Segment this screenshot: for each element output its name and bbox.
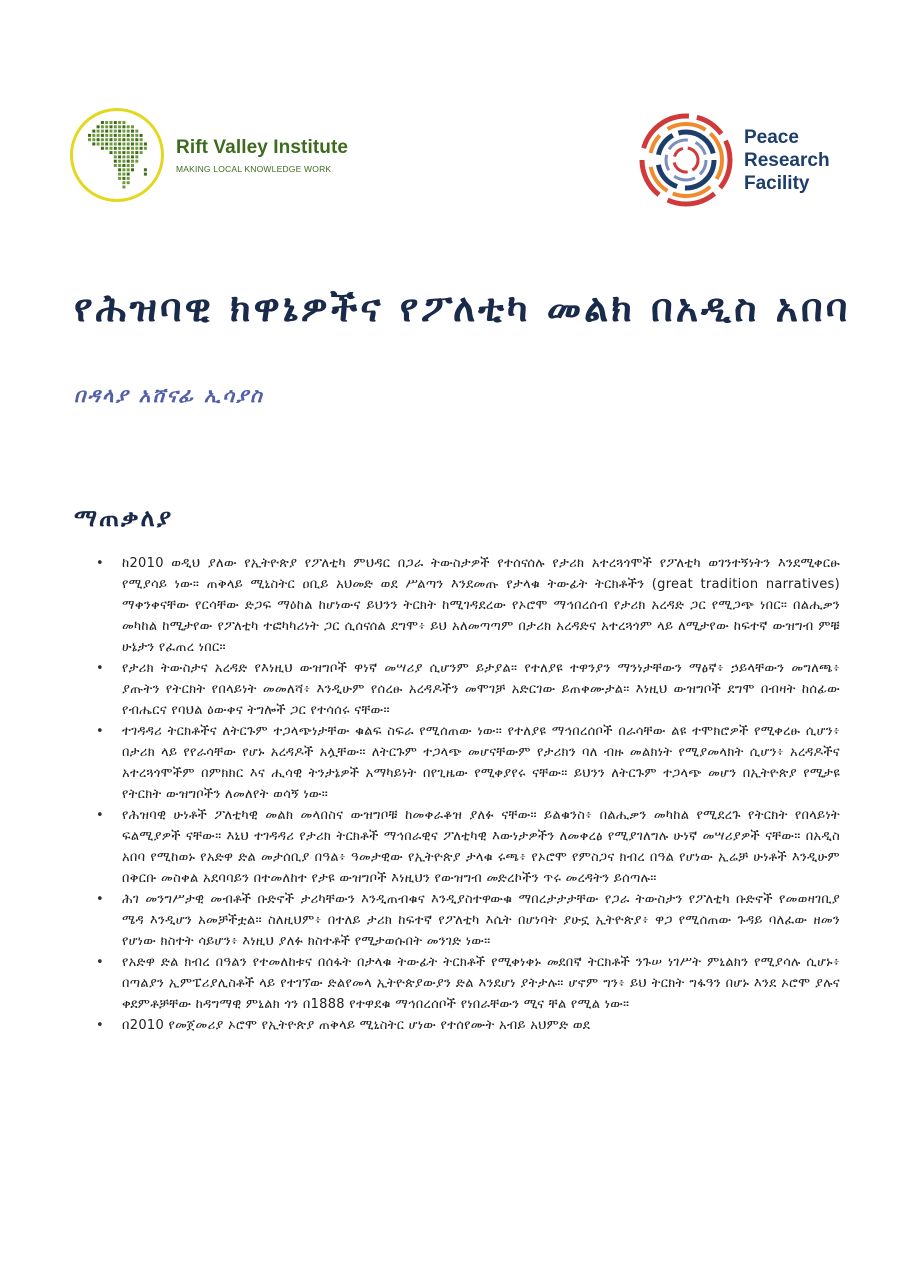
prf-rings-icon bbox=[638, 112, 734, 208]
document-author: በዳላያ አሸናፊ ኢሳያስ bbox=[74, 383, 264, 407]
summary-item bbox=[96, 805, 840, 889]
prf-line-3: Facility bbox=[744, 172, 810, 194]
summary-item-text: ተገዳዳሪ ትርክቶችና ለትርጉም ተጋላጭነታቸው ቁልፍ ስፍራ የሚሰጠው ነው። የተለያዩ ማኅበረሰቦች በራሳቸው ልዩ ተሞክሮዎች የሚቀረፁ ሲሆን፥ በታሪክ ላይ የየራሳቸው የሆኑ አረዳዶች አሏቸው። ለትርጉም ተጋላጭ መሆናቸውም የታሪክን ባለ ብዙ መልክነት የሚያመላክት ሲሆን፥ አረዳዶችና አተረጓጎሞችም በምክክር እና ሒሳዊ ትንታኔዎች አማካይነት በየጊዜው የሚቀያየሩ ናቸው። ይህንን ለትርጉም ተጋላጭ መሆን በኢትዮጵያ የሚታዩ የትርክት ውዝግቦችን ለመለየት ወሳኝ ነው። bbox=[122, 724, 840, 802]
summary-item bbox=[96, 553, 840, 658]
africa-map-icon bbox=[70, 108, 164, 202]
document-title: የሕዝባዊ ክዋኔዎችና የፖለቲካ መልክ በአዲስ አበባ bbox=[74, 286, 851, 330]
bullet-icon: • bbox=[96, 955, 104, 970]
bullet-icon: • bbox=[96, 661, 104, 676]
summary-item bbox=[96, 658, 840, 721]
summary-list bbox=[96, 553, 840, 1036]
summary-item-text: ሕገ መንግሥታዊ መብቶች ቡድኖች ታሪካቸውን እንዲጠብቁና እንዲያስተዋውቁ ማበረታታታቸው የጋራ ትውስታን የፖለቲካ ቡድኖች የመወዛገቢያ ሜዳ እንዲሆን አመቻችቷል። ስለዚህም፥ በተለይ ታሪክ ከፍተኛ የፖለቲካ እሴት በሆነባት ያሁኗ ኢትዮጵያ፥ ዋጋ የሚሰጠው ጉዳይ ባለፈው ዘመን የሆነው ክስተት ሳይሆን፥ እነዚህ ያለፉ ክስተቶች የሚታወሱበት መንገድ ነው። bbox=[122, 892, 840, 949]
summary-item bbox=[96, 952, 840, 1015]
bullet-icon: • bbox=[96, 892, 104, 907]
bullet-icon: • bbox=[96, 1018, 104, 1033]
bullet-icon: • bbox=[96, 724, 104, 739]
summary-item bbox=[96, 721, 840, 805]
summary-item-text: የአድዋ ድል ክብረ በዓልን የተመለከቱና በሰፋት በታላቁ ትውፊት ትርክቶች የሚቀነቀኑ መደበኛ ትርክቶች ንጉሠ ነገሥት ምኒልክን የሚያሳሉ ሲሆኑ፥ በጣልያን ኢምፔሪያሊስቶች ላይ የተገኘው ድልየመላ ኢትዮጵያውያን ድል እንደሆነ ያትታሉ። ሆኖም ግን፥ ይህ ትርክት ግፋዓን በሆኑ እንደ ኦሮሞ ያሉና ቀደምቶቻቸው ከዳግማዊ ምኒልክ ጎን በ1888 የተዋደቁ ማኅበረሰቦች የነበራቸውን ሚና ቸል የሚል ነው። bbox=[122, 955, 840, 1012]
prf-line-1: Peace bbox=[744, 126, 799, 148]
rvi-name: Rift Valley Institute bbox=[176, 136, 349, 158]
prf-line-2: Research bbox=[744, 149, 830, 171]
rvi-tagline: MAKING LOCAL KNOWLEDGE WORK bbox=[176, 163, 332, 174]
summary-item-text: በ2010 የመጀመሪያ ኦሮሞ የኢትዮጵያ ጠቅላይ ሚኒስትር ሆነው የተሰየሙት አብይ አህምድ ወደ bbox=[122, 1018, 591, 1033]
summary-item bbox=[96, 1015, 840, 1036]
summary-item-text: የሕዝባዊ ሁነቶች ፖለቲካዊ መልክ መላበስና ውዝግቦቹ ከመቀራቆዝ ያለፉ ናቸው። ይልቁንስ፥ በልሒቃን መካከል የሚደረጉ የትርክት የበላይነት ፍልሚያዎች ናቸው። እኒህ ተገዳዳሪ የታሪክ ትርክቶች ማኅበራዊና ፖለቲካዊ እውነታዎችን ለመቀረፅ የሚያገለግሉ ሁነኛ መሣሪያዎች ናቸው። በአዲስ አበባ የሚከወኑ የአድዋ ድል መታሰቢያ በዓል፥ ዓመታዊው የኢትዮጵያ ታላቁ ሩጫ፥ የኦሮሞ የምስጋና ክብረ በዓል የሆነው ኢሬቻ ሁነቶች እንዲሁም በቅርቡ መስቀል አደባባይን በተመለከተ የታዩ ውዝግቦች እነዚህን የውዝግብ መድረኮችን ጥሩ መረዳትን ይሰጣሉ። bbox=[122, 808, 840, 886]
summary-item-text: ከ2010 ወዲህ ያለው የኢትዮጵያ የፖለቲካ ምህዳር በጋራ ትውስታዎች የተሰናሰሉ የታሪክ አተረጓጎሞች የፖለቲካ ወገንተኝነትን እንደሚቀርፁ የሚያሳይ ነው። ጠቅላይ ሚኒስትር ዐቢይ አህመድ ወደ ሥልጣን እንደመጡ የታላቁ ትውፊት ትርክቶችን (great tradition narratives) ማቀንቀናቸው የርሳቸው ድጋፍ ማዕከል ከሆነውና ይህንን ትርክት ከሚገዳደረው የኦሮሞ ማኅበረሰብ የታሪክ አረዳድ ጋር የሚጋጭ ነበር። በልሒቃን መካከል ከሚታየው የፖለቲካ ተፎካካሪነት ጋር ሲሰናሰል ደግሞ፥ ይህ አለመጣጣም በታሪክ አረዳድና አተረጓጎም ላይ ለሚታየው ከፍተኛ ውዝግብ ምቹ ሁኔታን የፈጠረ ነበር። bbox=[122, 556, 840, 655]
rift-valley-institute-logo bbox=[70, 108, 348, 202]
bullet-icon: • bbox=[96, 556, 104, 571]
summary-heading: ማጠቃለያ bbox=[74, 504, 174, 532]
summary-item-text: የታሪክ ትውስታና አረዳድ የእነዚህ ውዝግቦች ዋነኛ መሣሪያ ሲሆንም ይታያል። የተለያዩ ተዋንያን ማንነታቸውን ማፅኛ፥ ኃይላቸውን መግለጫ፥ ያጡትን የትርክት የበላይነት መመለሻ፥ እንዲሁም የሰረፁ አረዳዶችን መሞገቻ አድርገው ይጠቀሙታል። እነዚህ ውዝግቦች ደግሞ በብዛት ከሰፊው የብሔርና የባህል ዕውቀና ትግሎች ጋር የተሳሰሩ ናቸው። bbox=[122, 661, 840, 718]
bullet-icon: • bbox=[96, 808, 104, 823]
peace-research-facility-logo bbox=[638, 112, 830, 208]
summary-item bbox=[96, 889, 840, 952]
